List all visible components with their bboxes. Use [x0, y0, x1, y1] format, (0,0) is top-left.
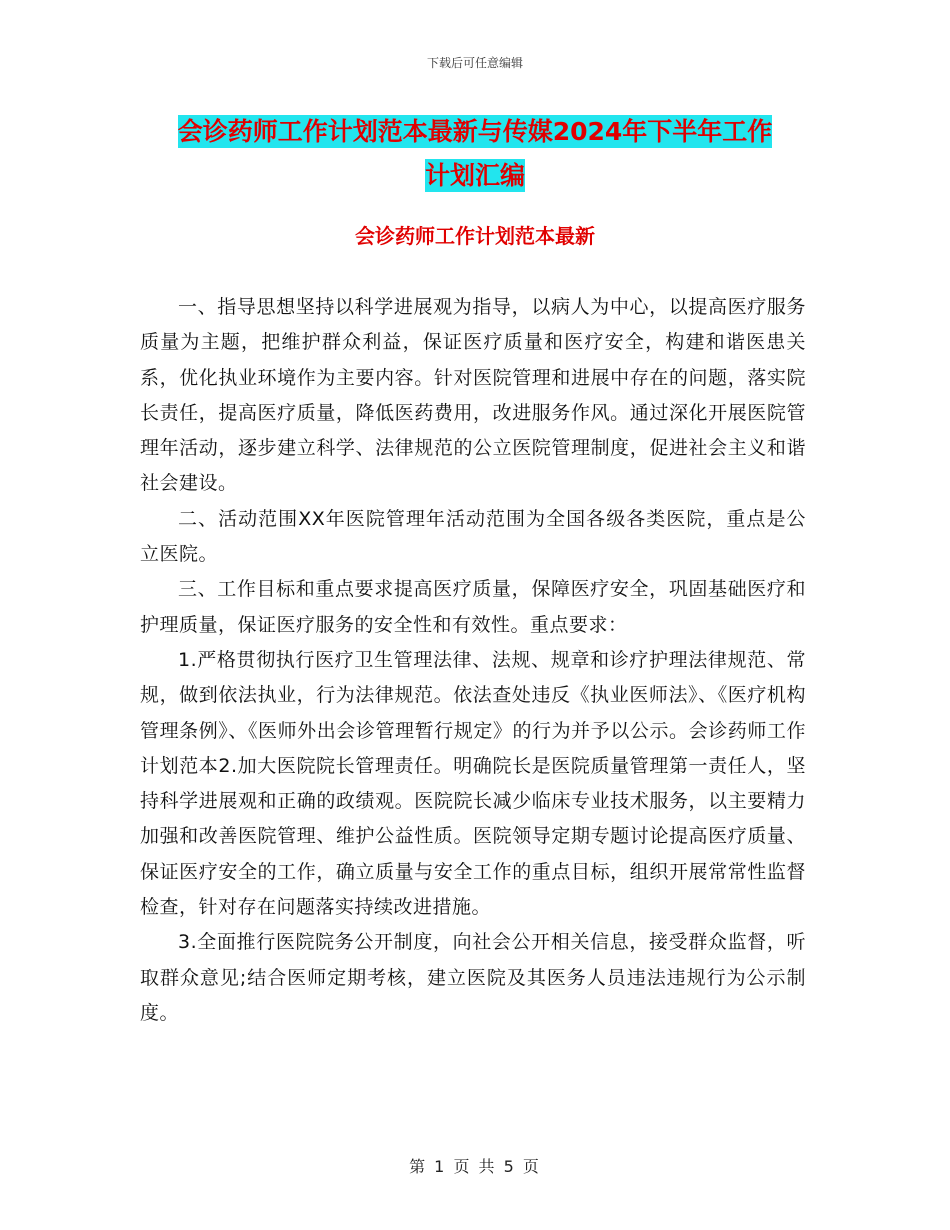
page-header-note: 下载后可任意编辑 — [426, 56, 523, 70]
document-title-line-1: 会诊药师工作计划范本最新与传媒2024年下半年工作 — [177, 117, 773, 146]
document-title-line-2: 计划汇编 — [424, 161, 525, 190]
document-title — [140, 110, 810, 198]
paragraph-1: 一、指导思想坚持以科学进展观为指导，以病人为中心，以提高医疗服务质量为主题，把维护群众利益，保证医疗质量和医疗安全，构建和谐医患关系，优化执业环境作为主要内容。针对医院管理和进展中存在的问题，落实院长责任，提高医疗质量，降低医药费用，改进服务作风。通过深化开展医院管理年活动，逐步建立科学、法律规范的公立医院管理制度，促进社会主义和谐社会建设。 — [140, 296, 806, 495]
section-title: 会诊药师工作计划范本最新 — [355, 224, 595, 248]
paragraph-2: 二、活动范围XX年医院管理年活动范围为全国各级各类医院，重点是公立医院。 — [140, 507, 806, 566]
page-number-footer: 第 1 页 共 5 页 — [409, 1157, 541, 1176]
paragraph-4: 1.严格贯彻执行医疗卫生管理法律、法规、规章和诊疗护理法律规范、常规，做到依法执业，行为法律规范。依法查处违反《执业医师法》、《医疗机构管理条例》、《医师外出会诊管理暂行规定》的行为并予以公示。会诊药师工作计划范本2.加大医院院长管理责任。明确院长是医院质量管理第一责任人，坚持科学进展观和正确的政绩观。医院院长减少临床专业技术服务，以主要精力加强和改善医院管理、维护公益性质。医院领导定期专题讨论提高医疗质量、保证医疗安全的工作，确立质量与安全工作的重点目标，组织开展常常性监督检查，针对存在问题落实持续改进措施。 — [140, 648, 806, 919]
document-body — [140, 290, 806, 1031]
paragraph-3: 三、工作目标和重点要求提高医疗质量，保障医疗安全，巩固基础医疗和护理质量，保证医疗服务的安全性和有效性。重点要求： — [140, 578, 806, 636]
paragraph-5: 3.全面推行医院院务公开制度，向社会公开相关信息，接受群众监督，听取群众意见;结合医师定期考核，建立医院及其医务人员违法违规行为公示制度。 — [140, 931, 806, 1024]
